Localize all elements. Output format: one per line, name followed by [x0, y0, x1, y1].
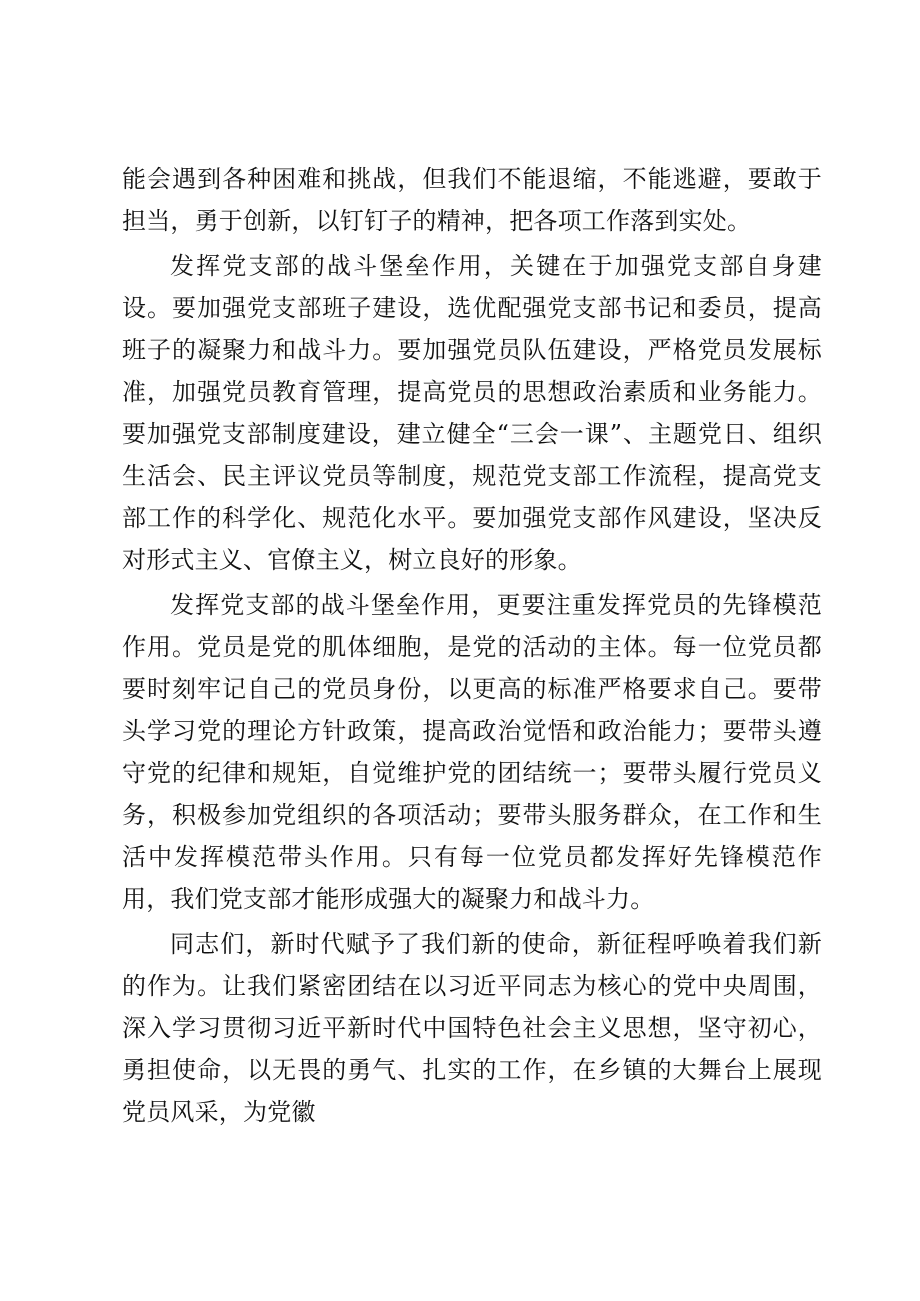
paragraph-branch-building: 发挥党支部的战斗堡垒作用，关键在于加强党支部自身建设。要加强党支部班子建设，选优配强党支部书记和委员，提高班子的凝聚力和战斗力。要加强党员队伍建设，严格党员发展标准，加强党员教育管理，提高党员的思想政治素质和业务能力。要加强党支部制度建设，建立健全“三会一课”、主题党日、组织生活会、民主评议党员等制度，规范党支部工作流程，提高党支部工作的科学化、规范化水平。要加强党支部作风建设，坚决反对形式主义、官僚主义，树立良好的形象。	[122, 252, 822, 574]
paragraph-continuation: 能会遇到各种困难和挑战，但我们不能退缩，不能逃避，要敢于担当，勇于创新，以钉钉子的精神，把各项工作落到实处。	[122, 165, 822, 235]
paragraph-closing-call: 同志们，新时代赋予了我们新的使命，新征程呼唤着我们新的作为。让我们紧密团结在以习近平同志为核心的党中央周围，深入学习贯彻习近平新时代中国特色社会主义思想，坚守初心，勇担使命，以无畏的勇气、扎实的工作，在乡镇的大舞台上展现党员风采，为党徽	[122, 930, 822, 1126]
document-body	[122, 158, 822, 1136]
paragraph-vanguard-role: 发挥党支部的战斗堡垒作用，更要注重发挥党员的先锋模范作用。党员是党的肌体细胞，是党的活动的主体。每一位党员都要时刻牢记自己的党员身份，以更高的标准严格要求自己。要带头学习党的理论方针政策，提高政治觉悟和政治能力；要带头遵守党的纪律和规矩，自觉维护党的团结统一；要带头履行党员义务，积极参加党组织的各项活动；要带头服务群众，在工作和生活中发挥模范带头作用。只有每一位党员都发挥好先锋模范作用，我们党支部才能形成强大的凝聚力和战斗力。	[122, 591, 822, 913]
